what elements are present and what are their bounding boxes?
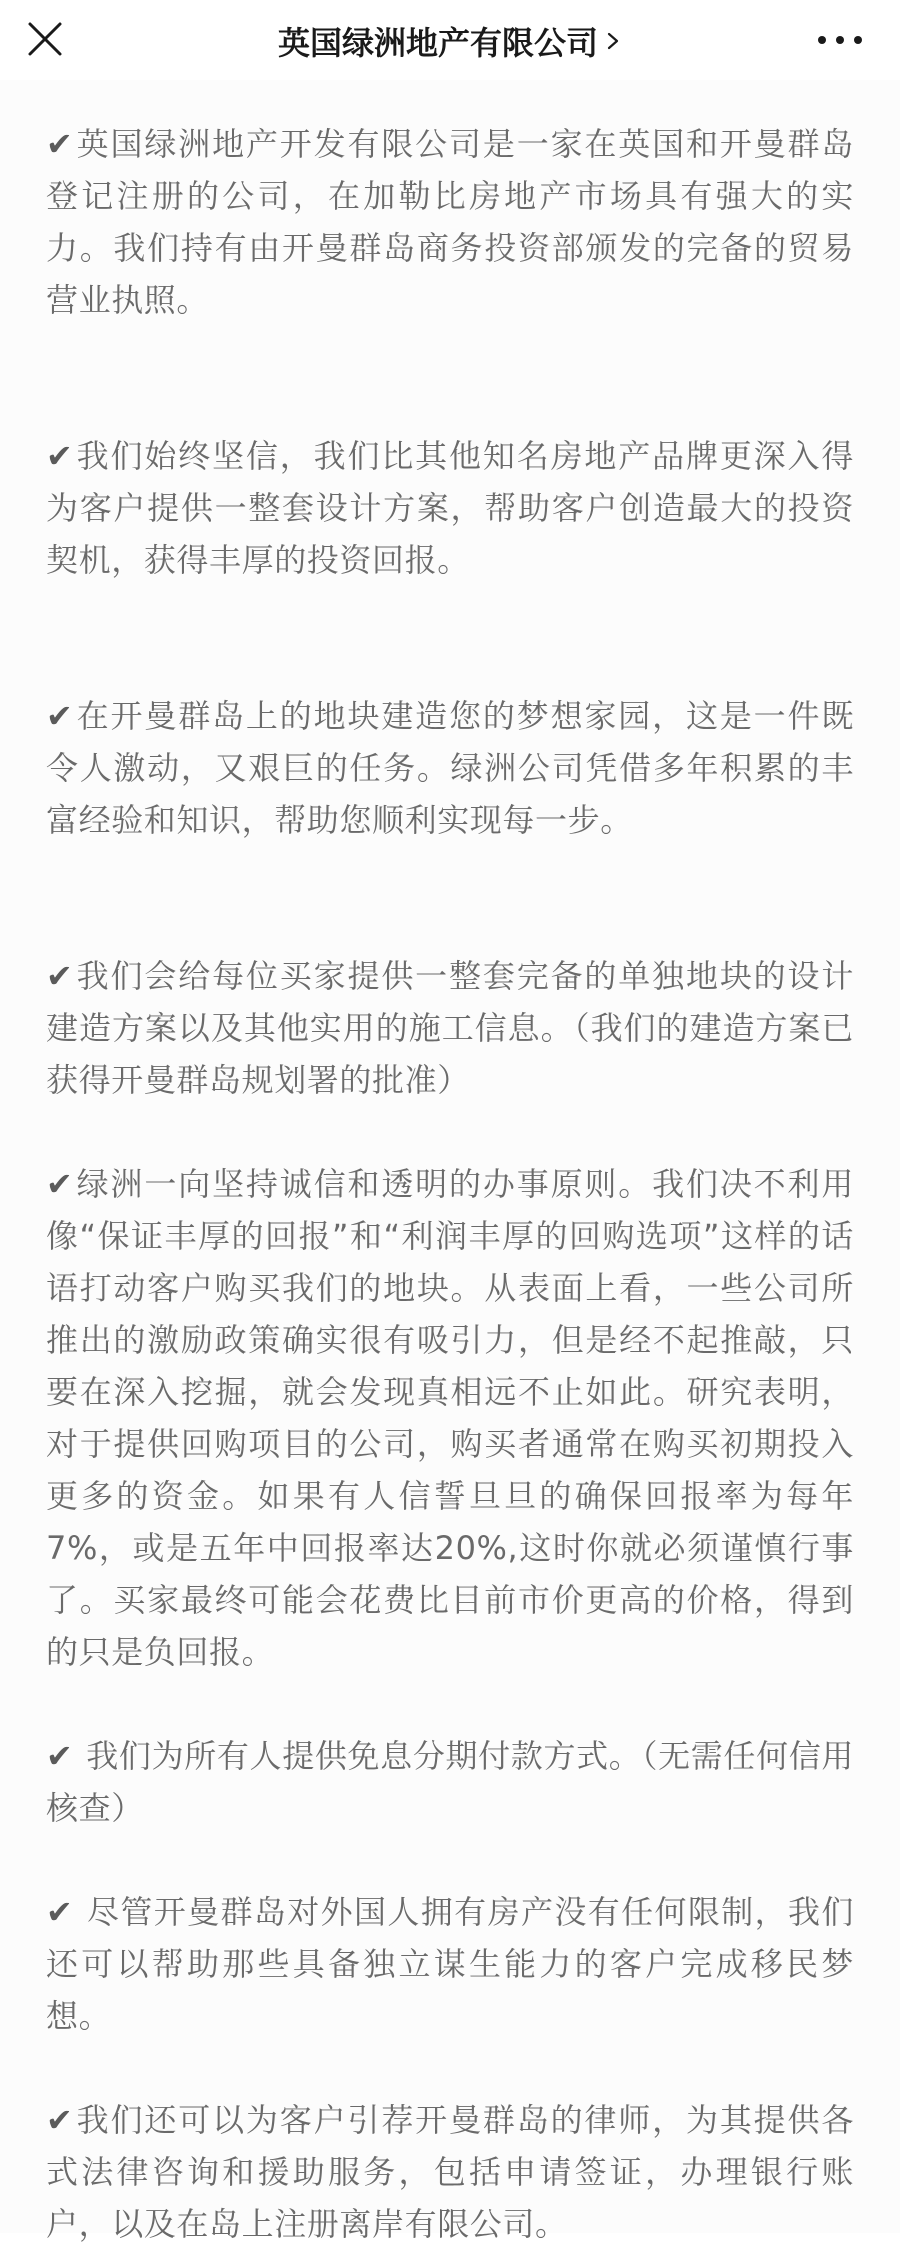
- paragraph-immigration: ✔ 尽管开曼群岛对外国人拥有房产没有任何限制，我们还可以帮助那些具备独立谋生能力的客户完成移民梦想。: [46, 1893, 854, 2035]
- close-icon: [26, 20, 64, 58]
- paragraph-installments: ✔ 我们为所有人提供免息分期付款方式。（无需任何信用核查）: [46, 1737, 854, 1827]
- more-options-button[interactable]: [818, 28, 862, 52]
- check-icon: ✔: [46, 1737, 74, 1775]
- check-icon: ✔: [46, 2101, 74, 2139]
- paragraph-legal-services: ✔我们还可以为客户引荐开曼群岛的律师，为其提供各式法律咨询和援助服务，包括申请签证，办理银行账户，以及在岛上注册离岸有限公司。: [46, 2101, 854, 2243]
- paragraph-design-plans: ✔我们始终坚信，我们比其他知名房地产品牌更深入得为客户提供一整套设计方案，帮助客户创造最大的投资契机，获得丰厚的投资回报。: [46, 437, 854, 579]
- chevron-right-icon: [604, 28, 622, 54]
- check-icon: ✔: [46, 1165, 74, 1203]
- paragraph-integrity: ✔绿洲一向坚持诚信和透明的办事原则。我们决不利用像“保证丰厚的回报”和“利润丰厚的回购选项”这样的话语打动客户购买我们的地块。从表面上看，一些公司所推出的激励政策确实很有吸引力，但是经不起推敲，只要在深入挖掘，就会发现真相远不止如此。研究表明，对于提供回购项目的公司，购买者通常在购买初期投入更多的资金。如果有人信誓旦旦的确保回报率为每年7%，或是五年中回报率达20%,这时你就必须谨慎行事了。买家最终可能会花费比目前市价更高的价格，得到的只是负回报。: [46, 1165, 854, 1671]
- check-icon: ✔: [46, 697, 74, 735]
- check-icon: ✔: [46, 957, 74, 995]
- paragraph-construction-plans: ✔我们会给每位买家提供一整套完备的单独地块的设计建造方案以及其他实用的施工信息。（我们的建造方案已获得开曼群岛规划署的批准）: [46, 957, 854, 1099]
- top-navigation-bar: [0, 0, 900, 80]
- check-icon: ✔: [46, 437, 74, 475]
- close-button[interactable]: [26, 20, 64, 58]
- check-icon: ✔: [46, 125, 74, 163]
- paragraph-company-intro: ✔英国绿洲地产开发有限公司是一家在英国和开曼群岛登记注册的公司，在加勒比房地产市场具有强大的实力。我们持有由开曼群岛商务投资部颁发的完备的贸易营业执照。: [46, 125, 854, 319]
- account-title-link[interactable]: [278, 18, 622, 64]
- paragraph-dream-home: ✔在开曼群岛上的地块建造您的梦想家园，这是一件既令人激动，又艰巨的任务。绿洲公司凭借多年积累的丰富经验和知识，帮助您顺利实现每一步。: [46, 697, 854, 839]
- check-icon: ✔: [46, 1893, 74, 1931]
- page-title: 英国绿洲地产有限公司: [277, 24, 598, 62]
- article-body: [0, 80, 900, 2243]
- more-dots-icon: [818, 36, 826, 44]
